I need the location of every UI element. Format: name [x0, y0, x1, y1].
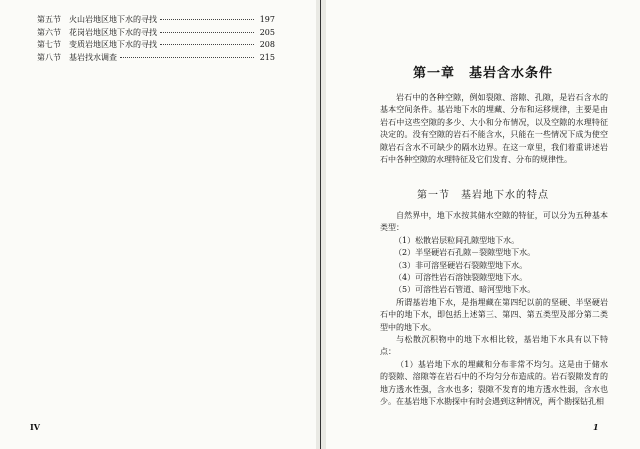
toc-section-title: 花岗岩地区地下水的寻找 — [69, 27, 157, 37]
toc-entry — [37, 39, 275, 52]
groundwater-type-item: （2）半坚硬岩石孔隙－裂隙型地下水。 — [394, 248, 536, 258]
toc-leader-dots — [160, 44, 254, 45]
left-page — [0, 0, 316, 449]
toc-entry — [37, 27, 275, 40]
toc-entry — [37, 52, 275, 65]
chapter-intro — [380, 92, 608, 166]
left-page-number: IV — [30, 422, 40, 432]
right-page — [326, 0, 640, 449]
feature-paragraph: （1）基岩地下水的埋藏和分布非常不均匀。这是由于储水的裂隙、溶隙等在岩石中的不均匀分布造成的。岩石裂隙发育的地方透水性强，含水也多；裂隙不发育的地方透水性弱，含水也少。在基岩地下水勘探中有时会遇到这种情况，两个勘探钻孔相 — [380, 359, 608, 407]
toc-leader-dots — [160, 19, 254, 20]
comparison-paragraph: 与松散沉积物中的地下水相比较，基岩地下水具有以下特点： — [380, 335, 608, 357]
toc-leader-dots — [160, 32, 254, 33]
definition-paragraph: 所谓基岩地下水，是指埋藏在第四纪以前的坚硬、半坚硬岩石中的地下水，即包括上述第三、第四、第五类型及部分第二类型中的地下水。 — [380, 297, 608, 332]
groundwater-type-item: （5）可溶性岩石管道、暗河型地下水。 — [394, 285, 536, 295]
toc-page-number: 197 — [259, 15, 275, 24]
chapter-title: 第一章 基岩含水条件 — [412, 66, 553, 81]
section-body — [380, 210, 608, 409]
table-of-contents — [37, 14, 275, 64]
toc-section-title: 火山岩地区地下水的寻找 — [69, 15, 157, 24]
groundwater-type-item: （1）松散岩层粒间孔隙型地下水。 — [394, 235, 520, 245]
toc-section-label: 第七节 — [37, 40, 61, 49]
toc-section-label: 第六节 — [37, 27, 61, 37]
toc-section-title: 基岩找水调查 — [69, 52, 117, 62]
groundwater-type-item: （4）可溶性岩石溶蚀裂隙型地下水。 — [394, 273, 528, 283]
toc-page-number: 205 — [259, 27, 275, 37]
right-page-number: 1 — [593, 422, 599, 432]
toc-leader-dots — [120, 57, 254, 58]
toc-section-title: 变质岩地区地下水的寻找 — [69, 40, 157, 49]
intro-paragraph: 岩石中的各种空隙，例如裂隙、溶隙、孔隙，是岩石含水的基本空间条件。基岩地下水的埋藏、分布和运移规律，主要是由岩石中这些空隙的多少、大小和分布情况，以及空隙的水理特征决定的。没有空隙的岩石不能含水，只能在一些情况下成为使空隙岩石含水不可缺少的隔水边界。在这一章里，我们着重讲述岩石中各种空隙的水理特征及它们发育、分布的规律性。 — [380, 93, 608, 165]
toc-section-label: 第八节 — [37, 52, 61, 62]
toc-section-label: 第五节 — [37, 15, 61, 24]
toc-page-number: 208 — [259, 40, 275, 49]
book-gutter — [316, 0, 326, 449]
section-title: 第一节 基岩地下水的特点 — [417, 190, 549, 201]
page-divider — [320, 0, 321, 449]
groundwater-type-item: （3）非可溶坚硬岩石裂隙型地下水。 — [394, 260, 528, 270]
section-intro-paragraph: 自然界中，地下水按其储水空隙的特征，可以分为五种基本类型： — [380, 211, 608, 233]
toc-entry — [37, 14, 275, 27]
toc-page-number: 215 — [259, 52, 275, 62]
